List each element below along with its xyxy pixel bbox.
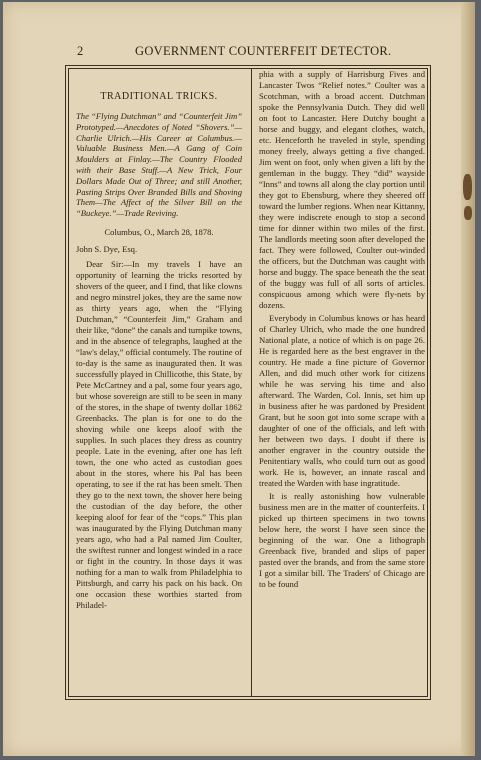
letter-salutation: John S. Dye, Esq. <box>76 243 138 254</box>
body-paragraph: Dear Sir:—In my travels I have an opportunity of learning the tricks resorted by shovers of the queer, and I find, that like clowns and negro minstrel jokes, they are the same now as thirty years ago, when the “Flying Dutchman,” “Counterfeit Jim,” Graham and their like, “done” the canals and turnpike towns, and in the absence of telegraphs, laughed at the “law's delay,” official contumely. The routine of to-day is the same as inaugurated then. It was successfully played in Chillicothe, this State, by Pete McCartney and a pal, some four years ago, but whose sovereign are still to be seen in many of the stores, in the shape of twenty dollar 1862 Greenbacks. The plan is for one to do the shoving while one keeps aloof with the supplies. In such places they dress as country people. Late in the evening, after one has left town, the one who acted as custodian goes about in the stores, where his Pal has been operating, to see if the rat has been smelt. Then they go to the next town, the shover here being the custodian of the day before, the other keeping aloof for fear of the “cops.” This plan was inaugurated by the Flying Dutchman many years ago, who had a Pal named Jim Coulter, the swiftest runner and longest winded in a race or fight in the country. In those days it was nothing for a man to walk from Philadelphia to Pittsburgh, and carry his pack on his back. On one occasion these worthies started from Philadel- <box>76 258 242 610</box>
article-frame <box>68 68 428 697</box>
ink-stain-mark <box>464 206 472 220</box>
body-paragraph-continued: phia with a supply of Harrisburg Fives and Lancaster Twos “Relief notes.” Coulter was a Scotchman, with a broad accent. Dutchman spoke the Pennsylvania Dutch. They did well on foot to Lancaster. Here Dutchy bought a horse and buggy, and elegant clothes, watch, etc. Henceforth he traveled in style, spending money freely, always getting a five changed. Jim went on foot, only when given a lift by the gentleman in the buggy. They “did” wayside “Inns” and towns all along the clay portion until they got to Ebensburg, where they sheered off toward the lumber regions. When near Kittanny, they were indiscrete enough to stop a second time for dinner within two miles of the first. The landlords meeting soon after developed the fact. They were followed, Coulter out-winded the officers, but the Dutchman was caught with horse and buggy. The space beneath the the seat of the buggy was full of all sorts of articles. conspicuous among which were fly-nets by dozens. <box>259 69 425 310</box>
article-dateline: Columbus, O., March 28, 1878. <box>104 226 214 237</box>
article-synopsis: The “Flying Dutchman” and “Counterfeit Jim” Prototyped.—Anecdotes of Noted “Shovers.”—Charlie Ulrich.—His Career at Columbus.—Valuable Business Men.—A Gang of Coin Moulders at Finlay.—The Country Flooded with their Base Stuff.—A New Trick, Four Dollars Made Out of Three; and still Another, Pasting Strips Over Branded Bills and Shoving Them—The Affect of the Silver Bill on the “Buckeye.”—Trade Reviving. <box>76 111 242 219</box>
ink-stain-mark <box>463 174 472 200</box>
body-paragraph: It is really astonishing how vulnerable business men are in the matter of counterfeits. I picked up thirteen specimens in two towns below here, the worst I have seen since the beginning of the war. One a lithograph Greenback five, branded and slips of paper pasted over the brands, and from the same store I got a similar bill. The Traders' of Chicago are to be found <box>259 491 425 589</box>
page-spine-edge <box>461 2 475 756</box>
page-number: 2 <box>77 44 84 58</box>
right-column <box>259 69 425 592</box>
newspaper-page <box>3 2 475 756</box>
column-divider <box>251 69 252 696</box>
left-column <box>76 83 242 613</box>
article-title: TRADITIONAL TRICKS. <box>100 91 218 102</box>
running-head: GOVERNMENT COUNTERFEIT DETECTOR. <box>135 44 392 58</box>
body-paragraph: Everybody in Columbus knows or has heard of Charley Ulrich, who made the one hundred National plate, a notice of which is on page 26. He is regarded here as the best engraver in the country. He made a fine picture of Governor Allen, and did much other work for citizens while he was serving his time and also afterward. The Warden, Col. Innis, set him up in business after he was pardoned by President Grant, but he soon got into some scrape with a daughter of one of the officials, and left with her between two days. I doubt if there is another engraver in the country outside the Penitentiary walls, who could turn out as good work. He is, however, an innate rascal and treated the Warden with base ingratitude. <box>259 313 425 488</box>
